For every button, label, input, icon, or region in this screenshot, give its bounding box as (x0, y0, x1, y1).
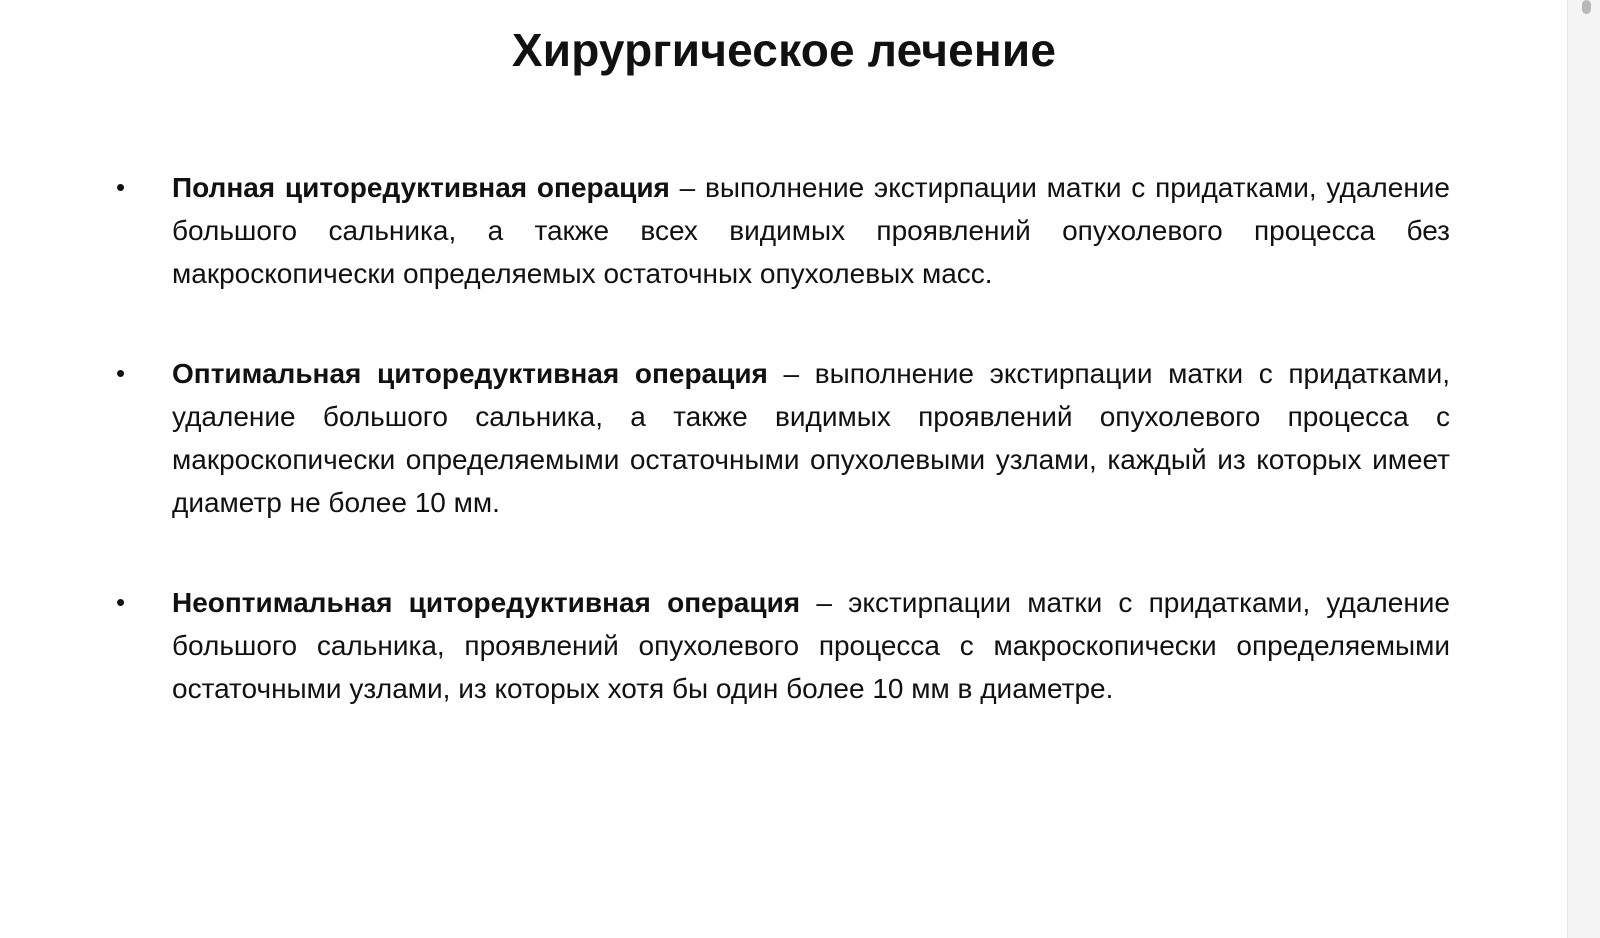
bullet-item-optimal-cytoreduction (110, 352, 1450, 524)
vertical-scrollbar[interactable] (1567, 0, 1600, 938)
bullet-item-complete-cytoreduction (110, 166, 1450, 295)
bullet-description: – выполнение экстирпации матки с придатками, удаление большого сальника, а также видимых проявлений опухолевого процесса с макроскопически определяемыми остаточными опухолевыми узлами, каждый из которых имеет диаметр не более 10 мм. (172, 358, 1450, 518)
bullet-dot-icon: • (116, 587, 126, 617)
bullet-term: Неоптимальная циторедуктивная операция (172, 587, 801, 618)
bullet-dot-icon: • (116, 172, 126, 202)
scrollbar-thumb[interactable] (1582, 0, 1591, 14)
bullet-description: – экстирпации матки с придатками, удаление большого сальника, проявлений опухолевого процесса с макроскопически определяемыми остаточными узлами, из которых хотя бы один более 10 мм в диаметре. (172, 587, 1450, 704)
bullet-term: Оптимальная циторедуктивная операция (172, 358, 768, 389)
bullet-dot-icon: • (116, 358, 126, 388)
bullet-term: Полная циторедуктивная операция (172, 172, 670, 203)
bullet-list (110, 166, 1450, 767)
bullet-item-suboptimal-cytoreduction (110, 581, 1450, 710)
slide-title: Хирургическое лечение (511, 24, 1057, 76)
bullet-description: – выполнение экстирпации матки с придатками, удаление большого сальника, а также всех видимых проявлений опухолевого процесса без макроскопически определяемых остаточных опухолевых масс. (172, 172, 1450, 289)
